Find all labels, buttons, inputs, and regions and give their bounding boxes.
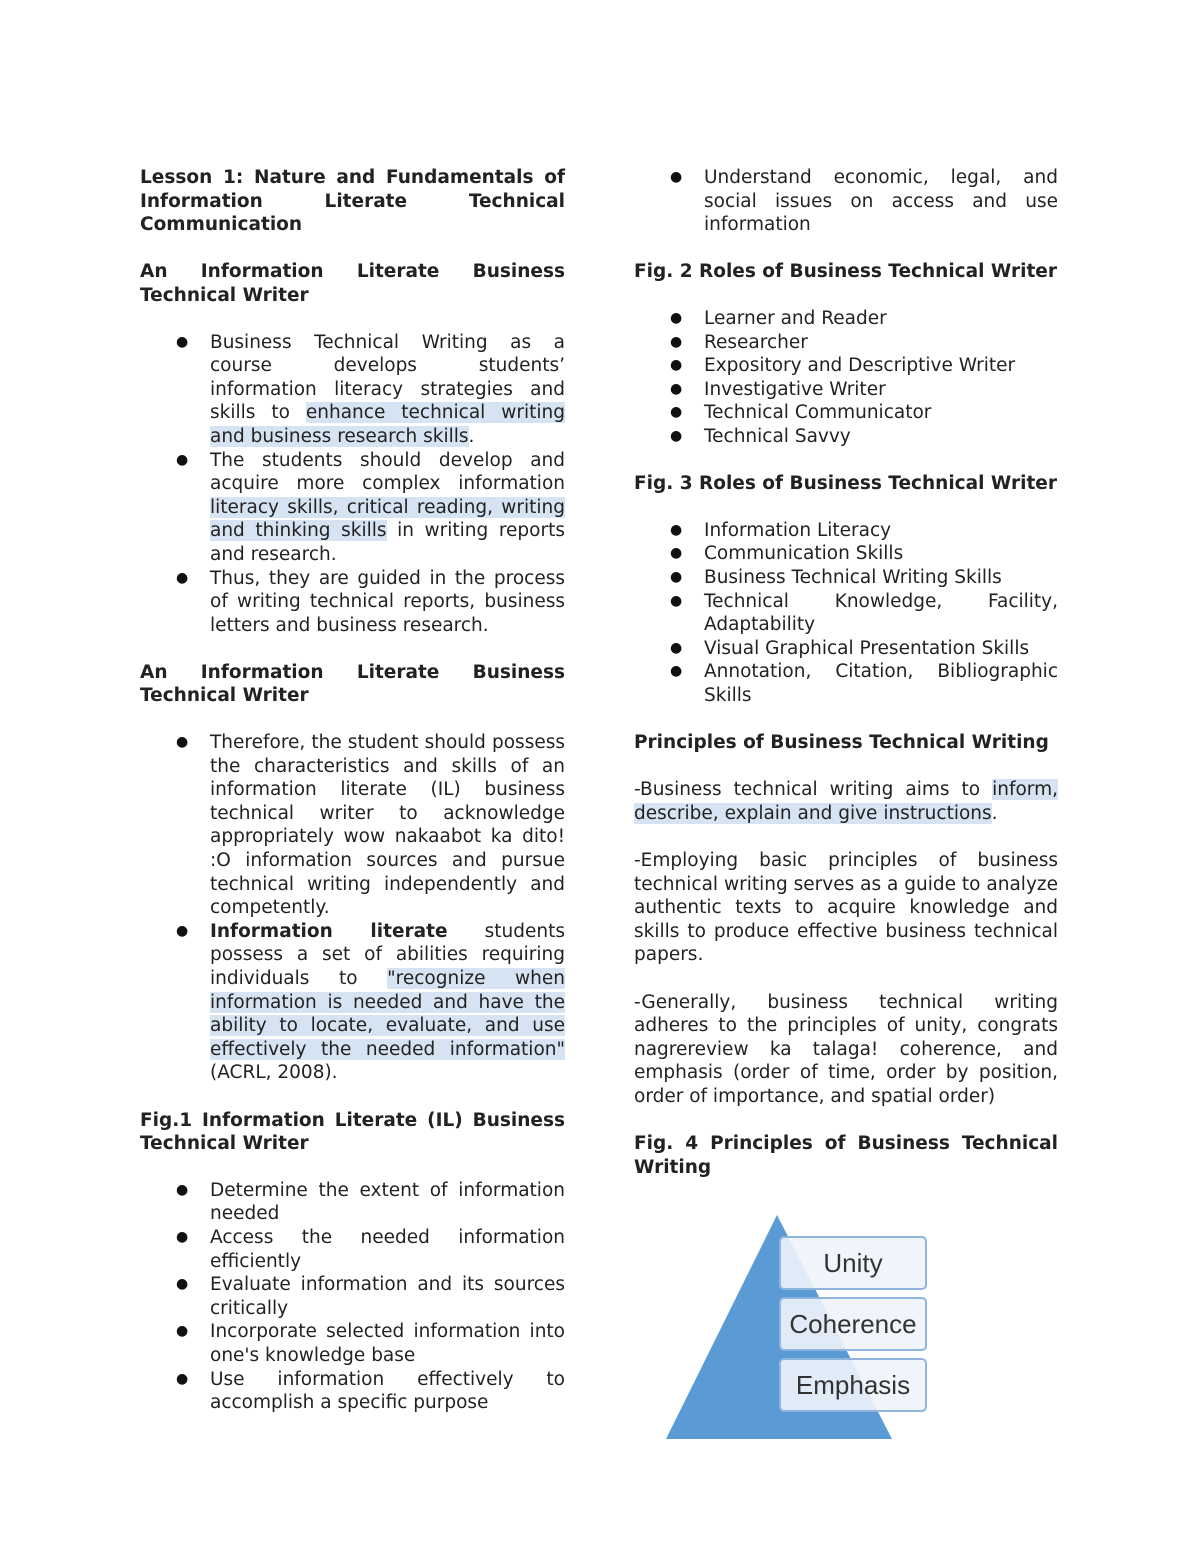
principles-heading: Principles of Business Technical Writing — [634, 732, 1049, 754]
section1-heading: An Information Literate Business Technical Writer — [140, 261, 565, 306]
fig1-list — [140, 1179, 565, 1415]
list-item: ● Expository and Descriptive Writer — [634, 354, 1058, 378]
lesson-title: Lesson 1: Nature and Fundamentals of Information Literate Technical Communication — [140, 167, 565, 236]
list-item: ● Technical Communicator — [634, 401, 1058, 425]
right-column — [634, 166, 1058, 1457]
list-item: ● Learner and Reader — [634, 307, 1058, 331]
list-item: ● Technical Knowledge, Facility, Adaptability — [634, 590, 1058, 637]
principles-paragraph-2: -Employing basic principles of business technical writing serves as a guide to analyze authentic texts to acquire knowledge and skills to produce effective business technical papers. — [634, 850, 1058, 966]
list-item: ● Understand economic, legal, and social issues on access and use information — [634, 166, 1058, 237]
unity-box — [780, 1237, 926, 1289]
section2-list — [140, 731, 565, 1085]
section2-heading: An Information Literate Business Technical Writer — [140, 661, 565, 707]
list-item: ● Researcher — [634, 331, 1058, 355]
list-item: ● Access the needed information efficiently — [140, 1226, 565, 1273]
coherence-box — [780, 1298, 926, 1350]
list-item: ● Business Technical Writing as a course develops students’ information literacy strategies and skills to enhance technical writing and business research skills. — [140, 331, 565, 449]
list-item: ● Information literate students possess a set of abilities requiring individuals to "recognize when information is needed and have the ability to locate, evaluate, and use effectively the needed information" (ACRL, 2008). — [140, 920, 565, 1085]
list-item: ● Information Literacy — [634, 519, 1058, 543]
section1-list — [140, 331, 565, 638]
unity-label: Unity — [823, 1248, 883, 1279]
list-item: ● The students should develop and acquire more complex information literacy skills, critical reading, writing and thinking skills in writing reports and research. — [140, 449, 565, 567]
list-item: ● Business Technical Writing Skills — [634, 566, 1058, 590]
principles-paragraph-1: -Business technical writing aims to inform, describe, explain and give instructions. — [634, 779, 1058, 824]
pyramid-svg — [634, 1207, 930, 1457]
list-item: ● Annotation, Citation, Bibliographic Skills — [634, 660, 1058, 707]
list-item: ● Technical Savvy — [634, 425, 1058, 449]
fig1-heading: Fig.1 Information Literate (IL) Business Technical Writer — [140, 1109, 565, 1155]
list-item: ● Determine the extent of information needed — [140, 1179, 565, 1226]
list-item: ● Investigative Writer — [634, 378, 1058, 402]
fig2-list — [634, 307, 1058, 449]
list-item: ● Visual Graphical Presentation Skills — [634, 637, 1058, 661]
coherence-label: Coherence — [789, 1309, 917, 1340]
principles-paragraph-3: -Generally, business technical writing adheres to the principles of unity, congrats nagrereview ka talaga! coherence, and emphasis (order of time, order by position, order of importance, and spatial order) — [634, 991, 1058, 1107]
list-item: ● Therefore, the student should possess the characteristics and skills of an information literate (IL) business technical writer to acknowledge appropriately wow nakaabot ka dito! :O information sources and pursue technical writing independently and competently. — [140, 731, 565, 920]
fig1-list-continued — [634, 166, 1058, 237]
fig3-heading: Fig. 3 Roles of Business Technical Writer — [634, 473, 1057, 495]
fig3-list — [634, 519, 1058, 708]
fig2-heading: Fig. 2 Roles of Business Technical Writer — [634, 261, 1057, 283]
left-column — [140, 166, 565, 1415]
list-item: ● Incorporate selected information into one's knowledge base — [140, 1320, 565, 1367]
principles-pyramid-diagram — [634, 1207, 930, 1457]
emphasis-label: Emphasis — [795, 1370, 911, 1401]
list-item: ● Thus, they are guided in the process of writing technical reports, business letters and business research. — [140, 567, 565, 638]
emphasis-box — [780, 1359, 926, 1411]
list-item: ● Evaluate information and its sources critically — [140, 1273, 565, 1320]
list-item: ● Use information effectively to accomplish a specific purpose — [140, 1368, 565, 1415]
fig4-heading: Fig. 4 Principles of Business Technical Writing — [634, 1133, 1058, 1178]
list-item: ● Communication Skills — [634, 542, 1058, 566]
